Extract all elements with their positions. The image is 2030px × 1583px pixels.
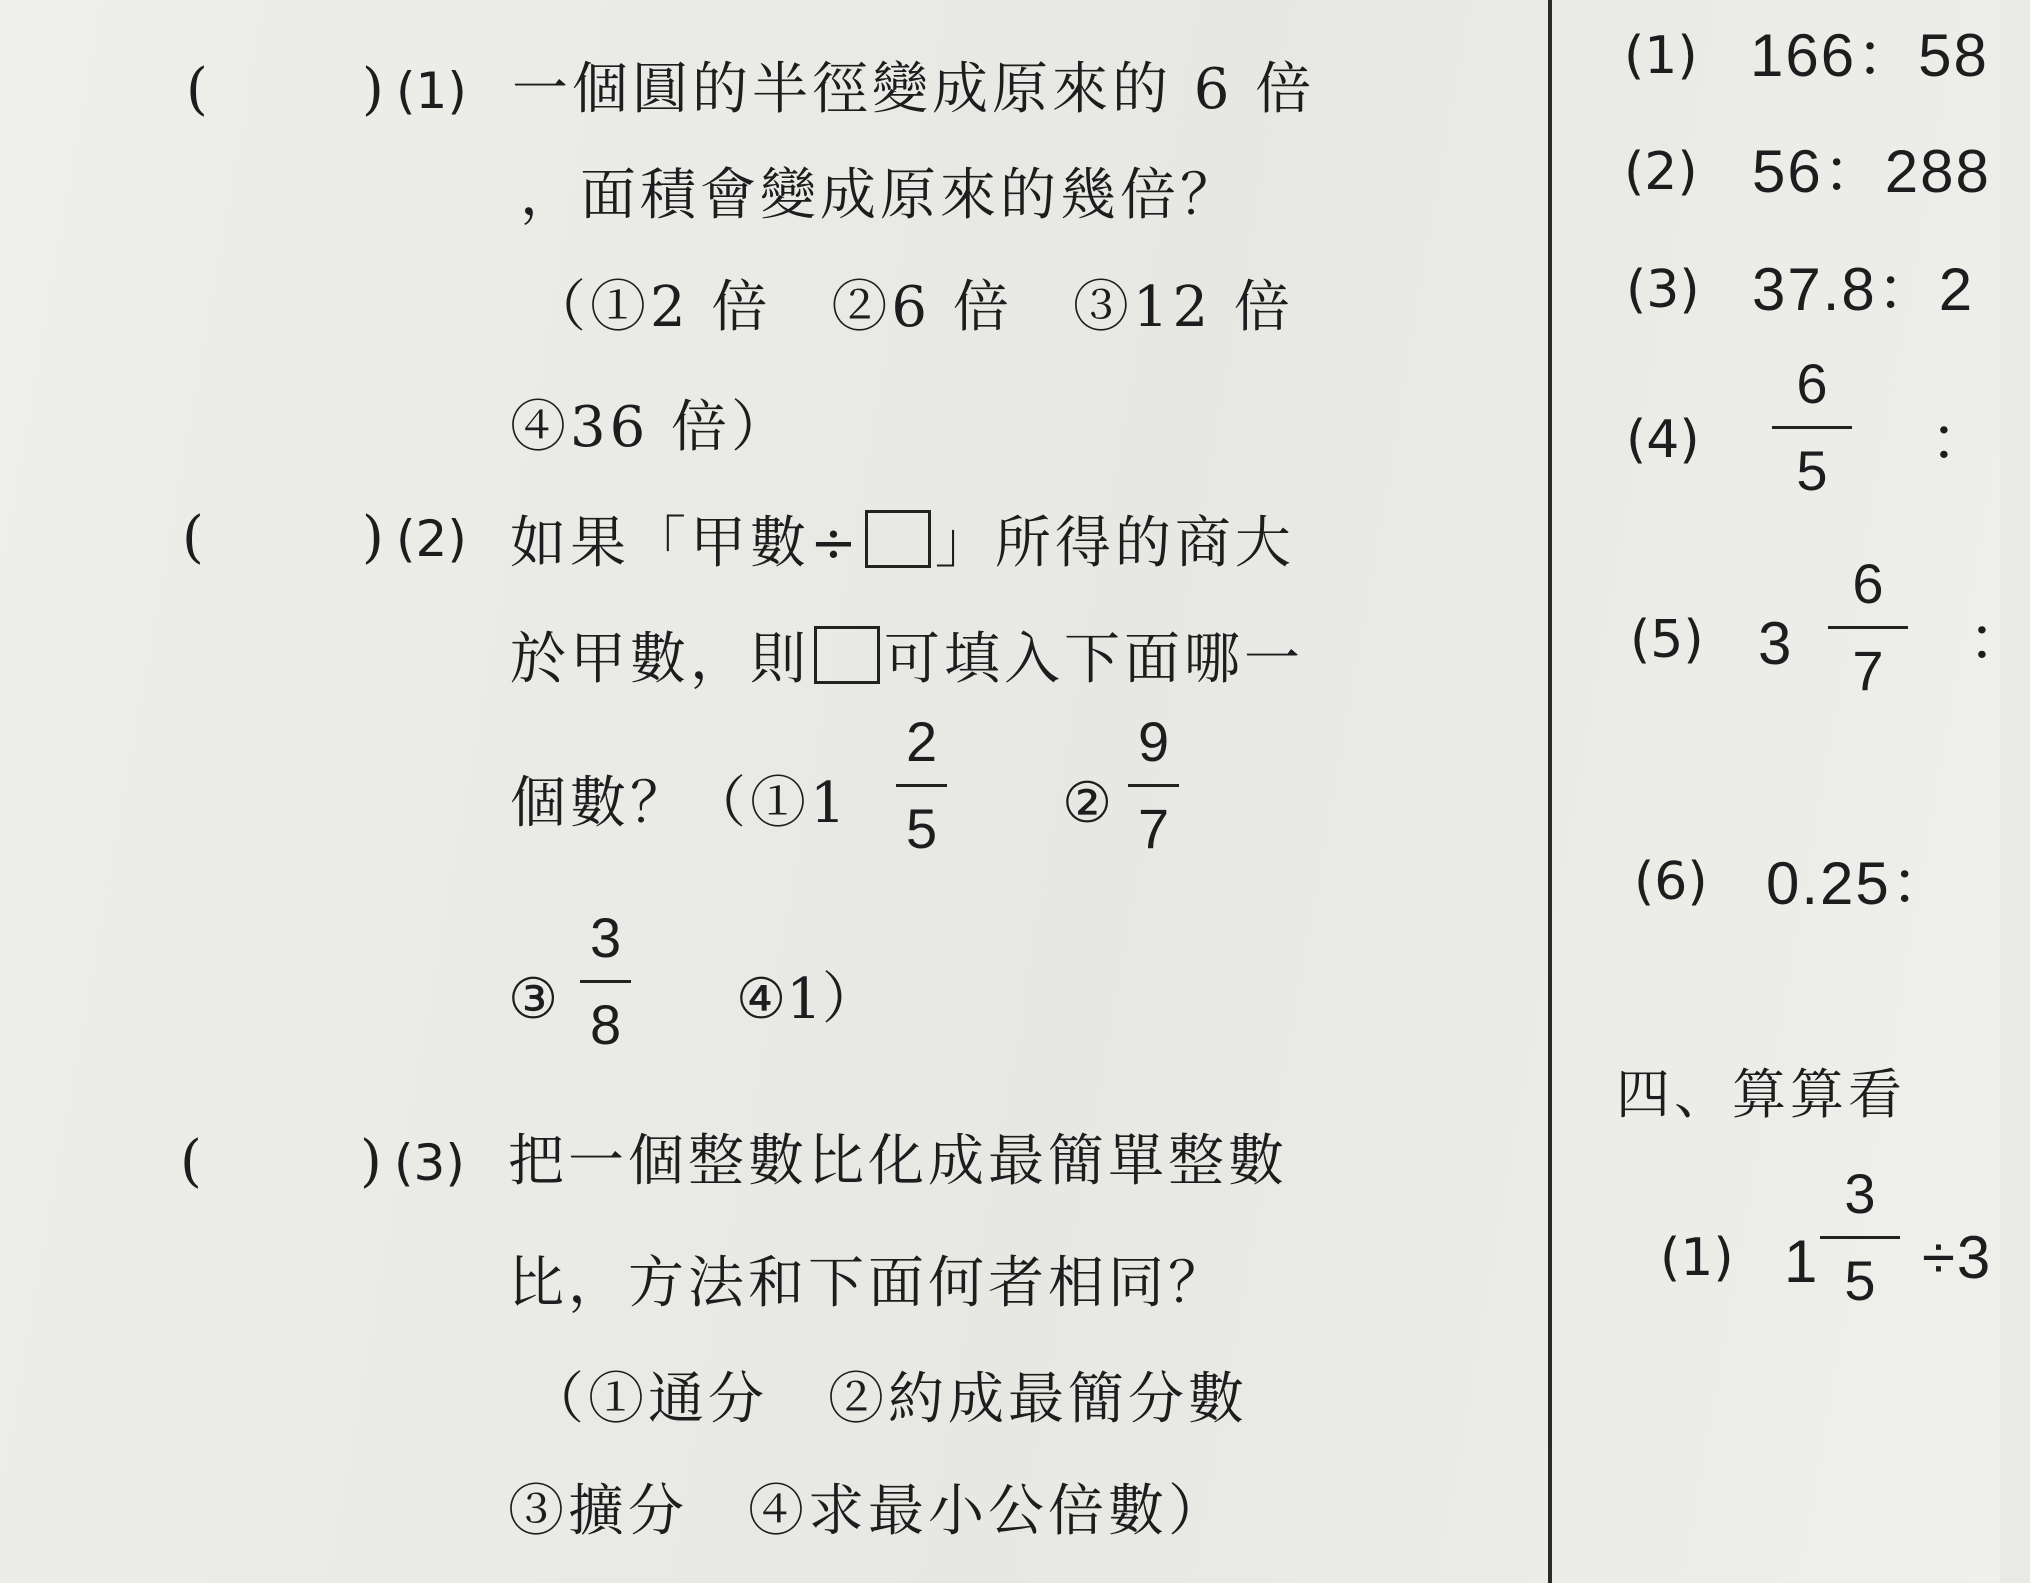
calc-1-operator: ÷3 (1922, 1224, 1993, 1291)
ratio-number-2: (2) (1624, 142, 1698, 202)
fraction-denominator: 5 (1796, 439, 1828, 502)
q2-line-1-start: 如果「甲數÷ (510, 511, 861, 576)
blank-box-icon (814, 626, 880, 684)
fraction-bar (580, 980, 631, 983)
ratio-number-1: (1) (1624, 26, 1698, 86)
fraction-bar (896, 784, 947, 787)
fraction-denominator: 7 (1138, 797, 1170, 860)
q2-option-3-label: ③ (508, 967, 559, 1032)
question-number-1: (1) (396, 62, 467, 120)
ratio-5-colon: ： (1968, 606, 2030, 673)
ratio-number-3: (3) (1626, 260, 1700, 320)
q1-line-1: 一個圓的半徑變成原來的 6 倍 (512, 57, 1316, 122)
ratio-5-whole: 3 (1758, 610, 1794, 677)
answer-paren-open-3: ( (180, 1129, 202, 1194)
q3-line-1: 把一個整數比化成最簡單整數 (508, 1129, 1288, 1194)
ratio-4-fraction (1772, 352, 1852, 502)
fraction-numerator: 2 (906, 710, 938, 773)
ratio-number-4: (4) (1626, 410, 1700, 470)
ratio-5-fraction (1828, 552, 1908, 702)
q2-line-2 (510, 626, 1304, 692)
q3-line-3: （①通分 ②約成最簡分數 (528, 1367, 1248, 1432)
fraction-denominator: 7 (1852, 639, 1884, 702)
answer-paren-close-1: ) (362, 57, 384, 122)
ratio-4-colon: ： (1930, 406, 1992, 473)
column-divider (1548, 0, 1552, 1583)
q2-line-2-end: 可填入下面哪一 (884, 627, 1304, 692)
fraction-numerator: 9 (1138, 710, 1170, 773)
fraction-denominator: 5 (906, 797, 938, 860)
ratio-number-6: (6) (1634, 852, 1708, 912)
ratio-number-5: (5) (1630, 610, 1704, 670)
ratio-value-1: 166：58 (1750, 22, 1989, 89)
q2-option-2-label: ② (1062, 771, 1113, 836)
q2-option-1-fraction (896, 710, 947, 860)
q1-line-3: （①2 倍 ②6 倍 ③12 倍 (530, 275, 1294, 340)
section-title: 四、算算看 (1616, 1063, 1906, 1126)
q3-line-4: ③擴分 ④求最小公倍數） (508, 1479, 1228, 1544)
fraction-numerator: 6 (1852, 552, 1884, 615)
q1-line-2: ，面積會變成原來的幾倍？ (520, 163, 1240, 228)
q2-line-3: 個數？（①1 (510, 771, 850, 836)
answer-paren-close-2: ) (362, 505, 384, 570)
q2-line-1 (510, 510, 1295, 576)
ratio-value-3: 37.8：2 (1752, 256, 1975, 323)
calc-1-fraction (1820, 1162, 1900, 1312)
calc-number-1: (1) (1660, 1228, 1734, 1288)
fraction-bar (1828, 626, 1908, 629)
q2-option-2-fraction (1128, 710, 1179, 860)
ratio-value-6: 0.25： (1766, 850, 1953, 917)
q3-line-2: 比，方法和下面何者相同？ (508, 1251, 1228, 1316)
question-number-3: (3) (394, 1134, 465, 1192)
answer-paren-open-2: ( (182, 505, 204, 570)
fraction-bar (1772, 426, 1852, 429)
fraction-denominator: 8 (590, 993, 622, 1056)
fraction-denominator: 5 (1844, 1249, 1876, 1312)
calc-1-whole: 1 (1784, 1228, 1820, 1295)
q2-line-2-start: 於甲數，則 (510, 627, 810, 692)
fraction-bar (1128, 784, 1179, 787)
answer-paren-open-1: ( (186, 57, 208, 122)
q2-option-3-fraction (580, 906, 631, 1056)
q2-option-4: ④1） (736, 967, 878, 1032)
q2-line-1-end: 」所得的商大 (934, 511, 1295, 576)
blank-box-icon (865, 510, 931, 568)
fraction-numerator: 6 (1796, 352, 1828, 415)
question-number-2: (2) (396, 510, 467, 568)
fraction-numerator: 3 (1844, 1162, 1876, 1225)
q1-line-4: ④36 倍） (510, 395, 792, 460)
fraction-bar (1820, 1236, 1900, 1239)
ratio-value-2: 56：288 (1752, 138, 1991, 205)
answer-paren-close-3: ) (360, 1129, 382, 1194)
fraction-numerator: 3 (590, 906, 622, 969)
